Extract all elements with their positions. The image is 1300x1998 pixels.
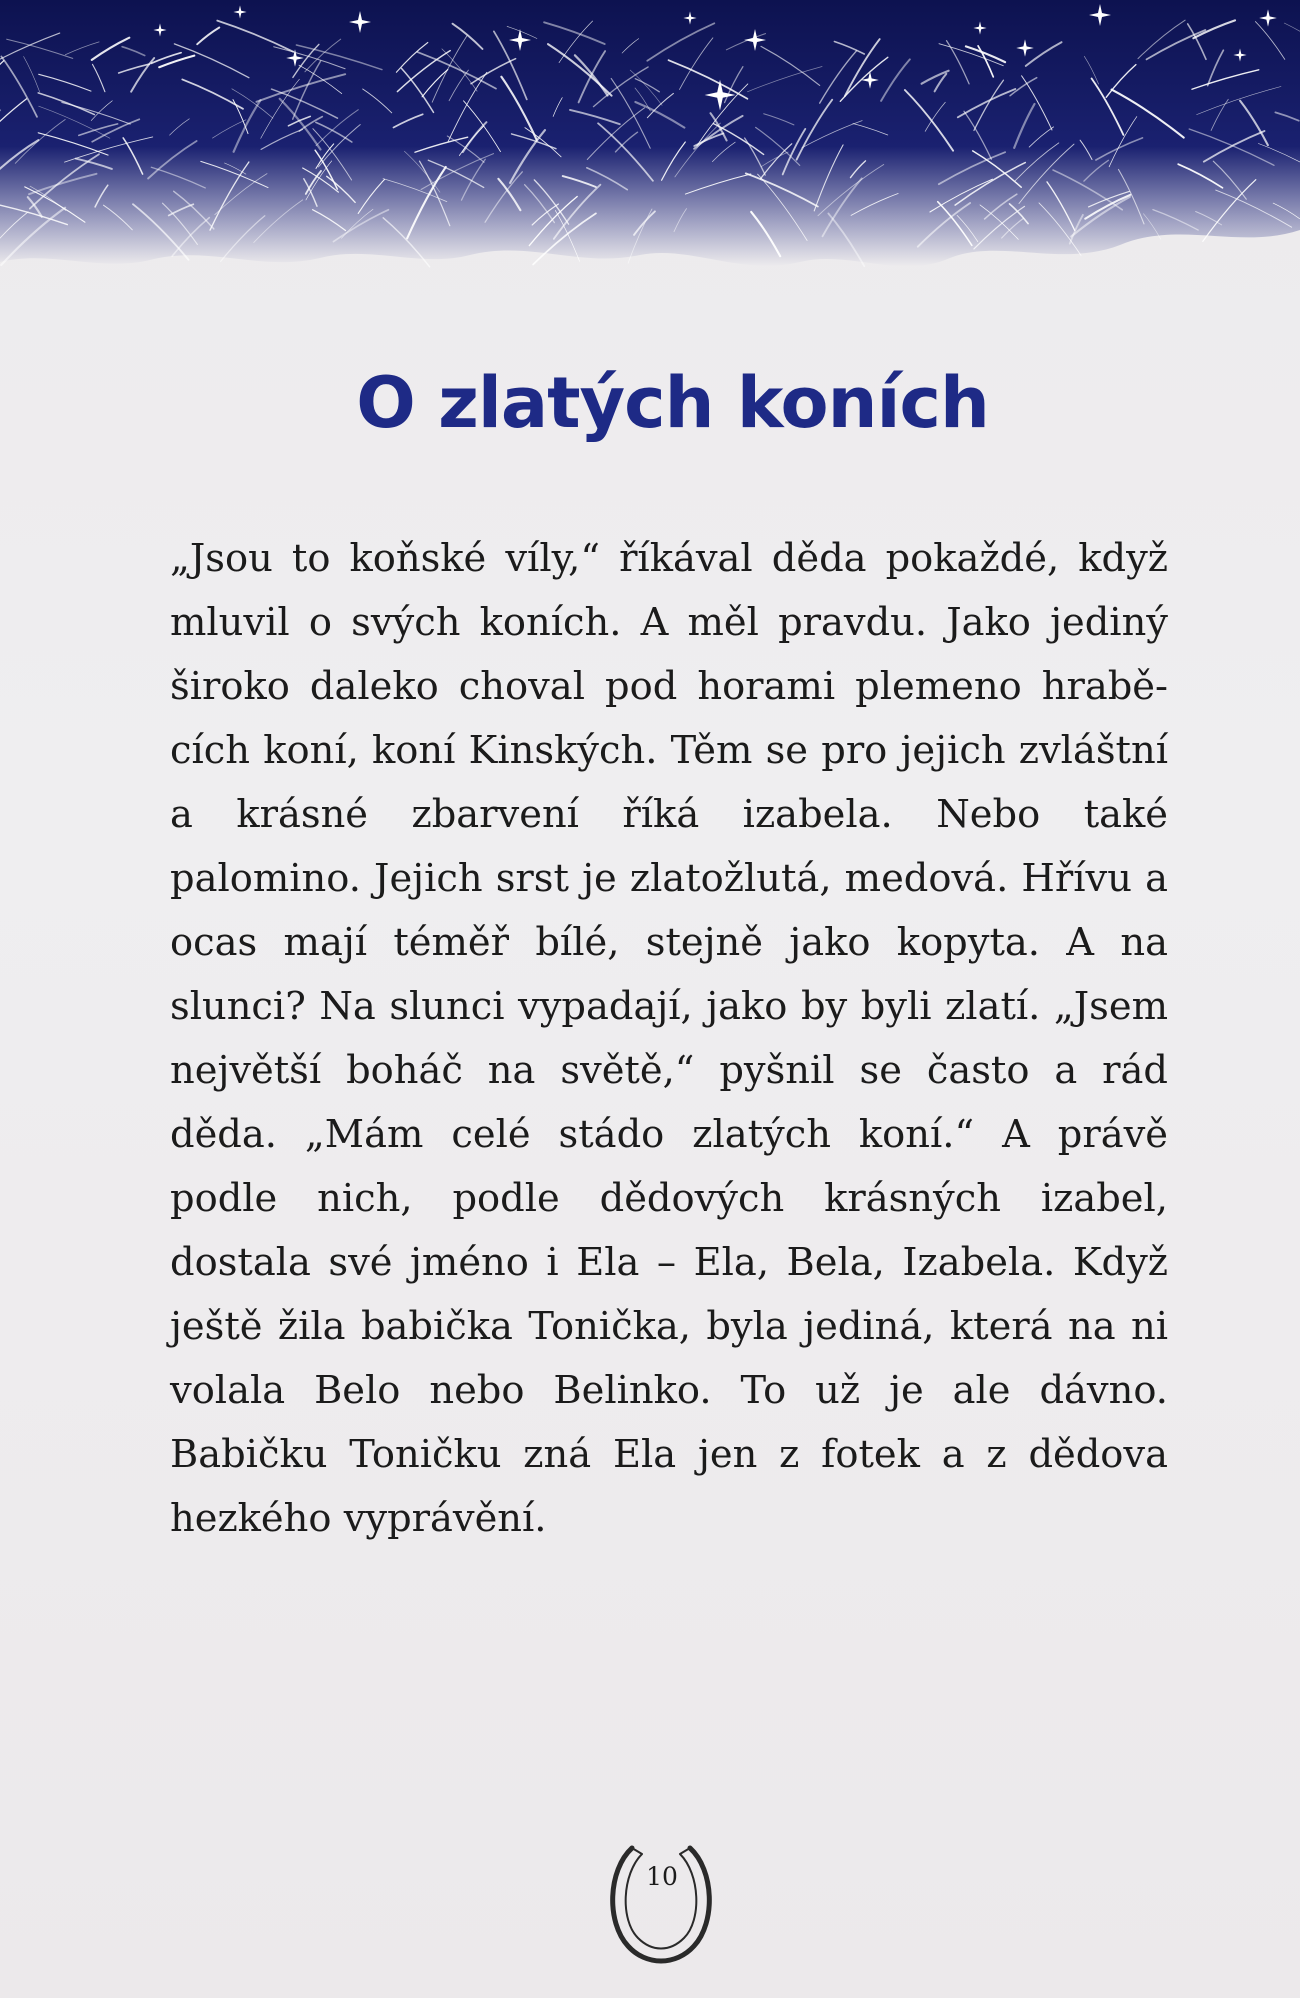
page-number: 10 <box>646 1862 678 1891</box>
body-paragraph: „Jsou to koňské víly,“ říkával děda pokaždé, když mluvil o svých koních. A měl pravdu. Jako jediný široko daleko choval pod horami plemeno hraběcích koní, koní Kinských. Těm se pro jejich zvláštní a krásné zbarvení říká izabela. Nebo také palomino. Jejich srst je zlatožlutá, medová. Hřívu a ocas mají téměř bílé, stejně jako kopyta. A na slunci? Na slunci vypadají, jako by byli zlatí. „Jsem největší boháč na světě,“ pyšnil se často a rád děda. „Mám celé stádo zlatých koní.“ A právě podle nich, podle dědových krásných izabel, dostala své jméno i Ela – Ela, Bela, Izabela. Když ještě žila babička Tonička, byla jediná, která na ni volala Belo nebo Belinko. To už je ale dávno. Babičku Toničku zná Ela jen z fotek a z dědova hezkého vyprávění. <box>170 536 1168 1541</box>
chapter-title: O zlatých koních <box>356 362 989 444</box>
page-folio <box>598 1828 722 1978</box>
horseshoe-icon <box>598 1828 722 1978</box>
starry-sky-illustration <box>0 0 1300 330</box>
